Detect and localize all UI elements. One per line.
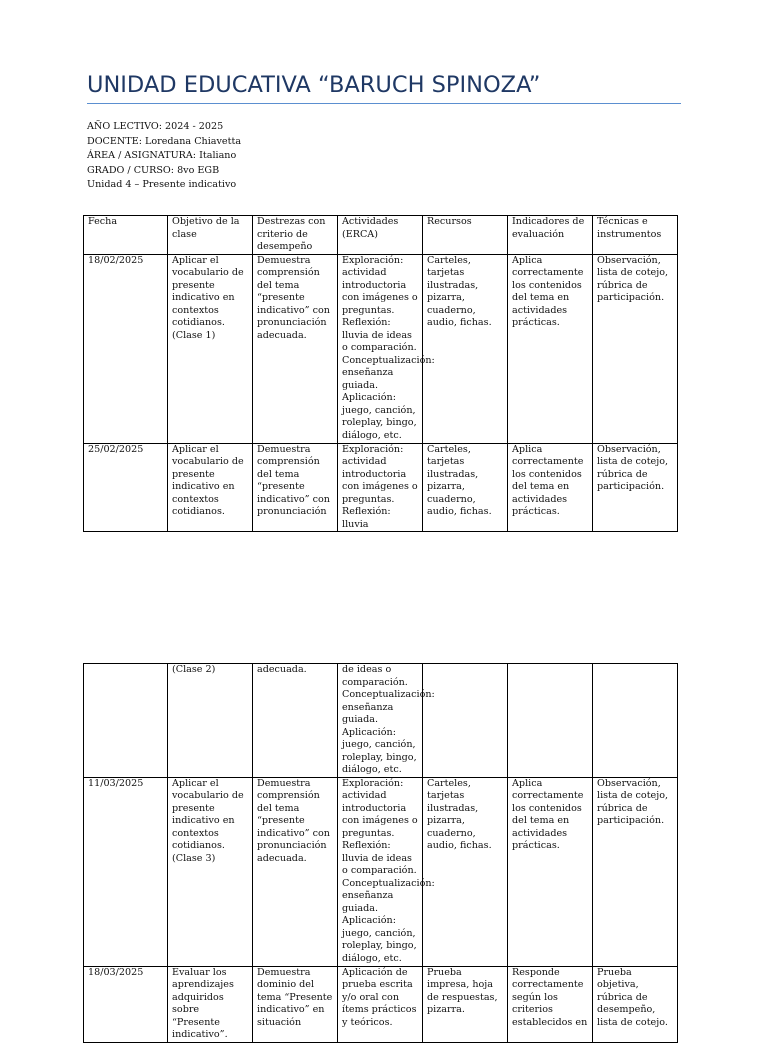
info-grade: GRADO / CURSO: 8vo EGB	[87, 164, 220, 176]
cell-fecha: 18/03/2025	[84, 966, 168, 1042]
info-unit: Unidad 4 – Presente indicativo	[87, 179, 237, 190]
cell-fecha: 18/02/2025	[84, 254, 168, 443]
header-recursos: Recursos	[423, 216, 508, 255]
lesson-plan-table-page-2	[83, 663, 678, 1043]
cell-actividades: Exploración: actividad introductoria con imágenes o preguntas. Reflexión: lluvia de ideas o comparación. Conceptualización: enseñanza guiada. Aplicación: juego, canción, roleplay, bingo, diálogo, etc.	[338, 777, 423, 966]
cell-indicadores: Aplica correctamente los contenidos del tema en actividades prácticas.	[508, 777, 593, 966]
header-indicadores: Indicadores de evaluación	[508, 216, 593, 255]
cell-actividades: Exploración: actividad introductoria con imágenes o preguntas. Reflexión: lluvia de ideas o comparación. Conceptualización: enseñanza guiada. Aplicación: juego, canción, roleplay, bingo, diálogo, etc.	[338, 254, 423, 443]
cell-actividades: Exploración: actividad introductoria con imágenes o preguntas. Reflexión: lluvia	[338, 443, 423, 532]
cell-indicadores	[508, 664, 593, 778]
cell-indicadores: Aplica correctamente los contenidos del tema en actividades prácticas.	[508, 443, 593, 532]
cell-recursos: Carteles, tarjetas ilustradas, pizarra, cuaderno, audio, fichas.	[423, 777, 508, 966]
cell-tecnicas	[593, 664, 678, 778]
header-objetivo: Objetivo de la clase	[168, 216, 253, 255]
cell-indicadores: Responde correctamente según los criterios establecidos en	[508, 966, 593, 1042]
cell-destrezas: Demuestra comprensión del tema “presente indicativo” con pronunciación	[253, 443, 338, 532]
cell-fecha: 11/03/2025	[84, 777, 168, 966]
cell-tecnicas: Observación, lista de cotejo, rúbrica de participación.	[593, 254, 678, 443]
info-subject: ÁREA / ASIGNATURA: Italiano	[87, 150, 237, 161]
info-teacher: DOCENTE: Loredana Chiavetta	[87, 135, 242, 147]
table-row	[84, 966, 678, 1042]
cell-objetivo: Evaluar los aprendizajes adquiridos sobre “Presente indicativo”.	[168, 966, 253, 1042]
cell-objetivo: Aplicar el vocabulario de presente indicativo en contextos cotidianos. (Clase 1)	[168, 254, 253, 443]
info-school-year: AÑO LECTIVO: 2024 - 2025	[87, 121, 224, 132]
cell-destrezas: Demuestra dominio del tema “Presente indicativo” en situación	[253, 966, 338, 1042]
table-row	[84, 777, 678, 966]
header-fecha: Fecha	[84, 216, 168, 255]
cell-tecnicas: Observación, lista de cotejo, rúbrica de participación.	[593, 443, 678, 532]
header-tecnicas: Técnicas e instrumentos	[593, 216, 678, 255]
page-title: UNIDAD EDUCATIVA “BARUCH SPINOZA”	[87, 72, 541, 98]
cell-tecnicas: Observación, lista de cotejo, rúbrica de participación.	[593, 777, 678, 966]
cell-objetivo: Aplicar el vocabulario de presente indicativo en contextos cotidianos. (Clase 3)	[168, 777, 253, 966]
table-row	[84, 664, 678, 778]
cell-recursos: Prueba impresa, hoja de respuestas, pizarra.	[423, 966, 508, 1042]
cell-destrezas: Demuestra comprensión del tema “presente indicativo” con pronunciación adecuada.	[253, 254, 338, 443]
cell-fecha	[84, 664, 168, 778]
cell-actividades: de ideas o comparación. Conceptualización: enseñanza guiada. Aplicación: juego, canción, roleplay, bingo, diálogo, etc.	[338, 664, 423, 778]
cell-recursos: Carteles, tarjetas ilustradas, pizarra, cuaderno, audio, fichas.	[423, 443, 508, 532]
cell-recursos: Carteles, tarjetas ilustradas, pizarra, cuaderno, audio, fichas.	[423, 254, 508, 443]
header-destrezas: Destrezas con criterio de desempeño	[253, 216, 338, 255]
cell-objetivo: Aplicar el vocabulario de presente indicativo en contextos cotidianos.	[168, 443, 253, 532]
cell-destrezas: adecuada.	[253, 664, 338, 778]
cell-indicadores: Aplica correctamente los contenidos del tema en actividades prácticas.	[508, 254, 593, 443]
cell-recursos	[423, 664, 508, 778]
cell-fecha: 25/02/2025	[84, 443, 168, 532]
cell-destrezas: Demuestra comprensión del tema “presente indicativo” con pronunciación adecuada.	[253, 777, 338, 966]
cell-actividades: Aplicación de prueba escrita y/o oral con ítems prácticos y teóricos.	[338, 966, 423, 1042]
cell-objetivo: (Clase 2)	[168, 664, 253, 778]
header-actividades: Actividades (ERCA)	[338, 216, 423, 255]
cell-tecnicas: Prueba objetiva, rúbrica de desempeño, lista de cotejo.	[593, 966, 678, 1042]
